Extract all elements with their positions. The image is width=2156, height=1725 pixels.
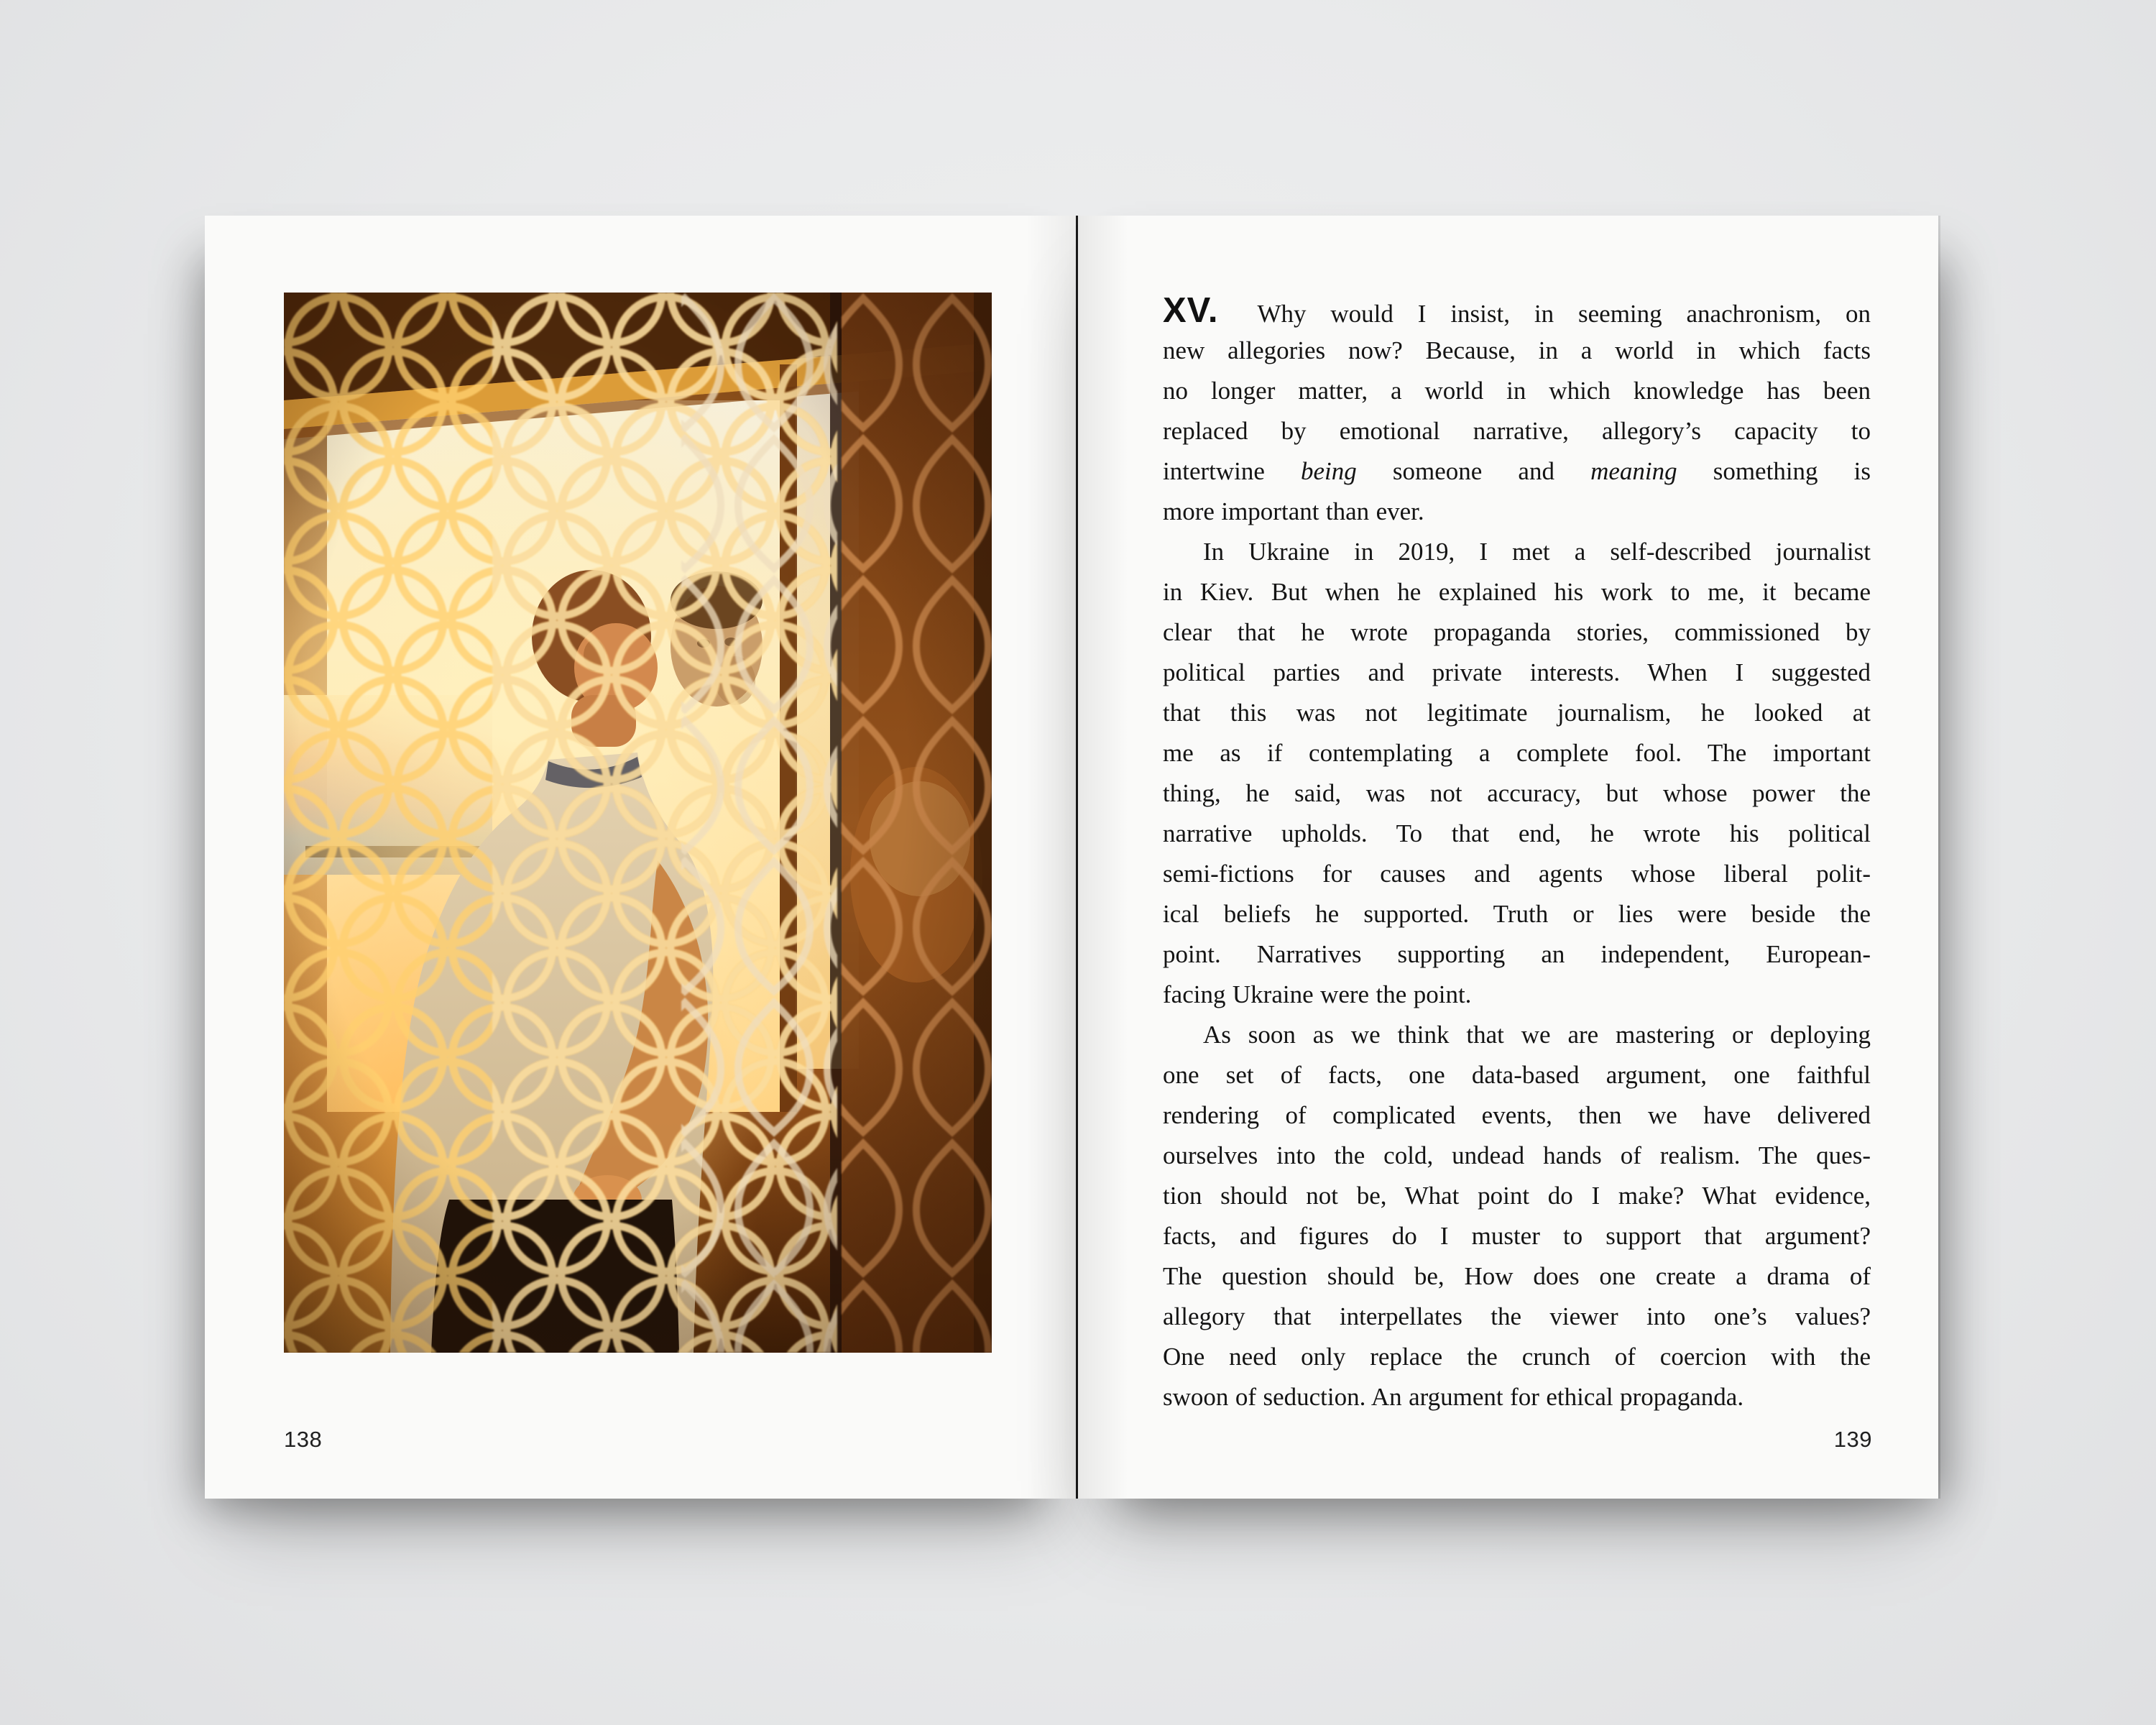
text-line: new allegories now? Because, in a world in which facts xyxy=(1163,336,1871,364)
text-line: As soon as we think that we are mastering or deploying xyxy=(1203,1021,1871,1049)
text-line: The question should be, How does one create a drama of xyxy=(1163,1262,1871,1290)
text-line: that this was not legitimate journalism, he looked at xyxy=(1163,699,1871,727)
text-line: thing, he said, was not accuracy, but whose power the xyxy=(1163,779,1871,807)
photo-illustration xyxy=(284,293,992,1353)
text-line: replaced by emotional narrative, allegory’s capacity to xyxy=(1163,417,1871,445)
text-line: ourselves into the cold, undead hands of realism. The ques- xyxy=(1163,1141,1871,1169)
body-text xyxy=(1163,290,1871,1417)
text-line: One need only replace the crunch of coercion with the xyxy=(1163,1343,1871,1371)
text-line: clear that he wrote propaganda stories, commissioned by xyxy=(1163,618,1871,646)
page-number-left: 138 xyxy=(284,1427,323,1452)
text-line: narrative upholds. To that end, he wrote his political xyxy=(1163,819,1871,847)
text-line: ical beliefs he supported. Truth or lies were beside the xyxy=(1163,900,1871,928)
text-line: facts, and figures do I muster to support that argument? xyxy=(1163,1222,1871,1250)
text-line: allegory that interpellates the viewer into one’s values? xyxy=(1163,1302,1871,1330)
text-line: more important than ever. xyxy=(1163,497,1424,525)
page-number-right: 139 xyxy=(1833,1427,1872,1452)
text-line: XV. Why would I insist, in seeming anachronism, on xyxy=(1163,291,1871,330)
text-line: me as if contemplating a complete fool. The important xyxy=(1163,739,1871,767)
photo-man-behind-golden-lattice xyxy=(284,293,992,1353)
text-line: no longer matter, a world in which knowledge has been xyxy=(1163,377,1871,405)
text-line: point. Narratives supporting an independent, European- xyxy=(1163,940,1871,968)
text-line: political parties and private interests. When I suggested xyxy=(1163,658,1871,686)
text-line: swoon of seduction. An argument for ethical propaganda. xyxy=(1163,1383,1744,1411)
vignette xyxy=(284,293,992,1353)
text-line: intertwine being someone and meaning something is xyxy=(1163,457,1871,485)
right-page xyxy=(1078,216,1938,1499)
text-line: rendering of complicated events, then we have delivered xyxy=(1163,1101,1871,1129)
section-number-label: XV. xyxy=(1163,291,1219,330)
text-line: tion should not be, What point do I make? What evidence, xyxy=(1163,1182,1871,1210)
text-line: one set of facts, one data-based argument, one faithful xyxy=(1163,1061,1871,1089)
text-line: facing Ukraine were the point. xyxy=(1163,980,1472,1008)
text-line: in Kiev. But when he explained his work to me, it became xyxy=(1163,578,1871,606)
text-line: In Ukraine in 2019, I met a self-described journalist xyxy=(1203,538,1871,566)
left-page xyxy=(205,216,1076,1499)
book-spread xyxy=(205,216,1938,1499)
text-line: semi-fictions for causes and agents whose liberal polit- xyxy=(1163,860,1871,888)
